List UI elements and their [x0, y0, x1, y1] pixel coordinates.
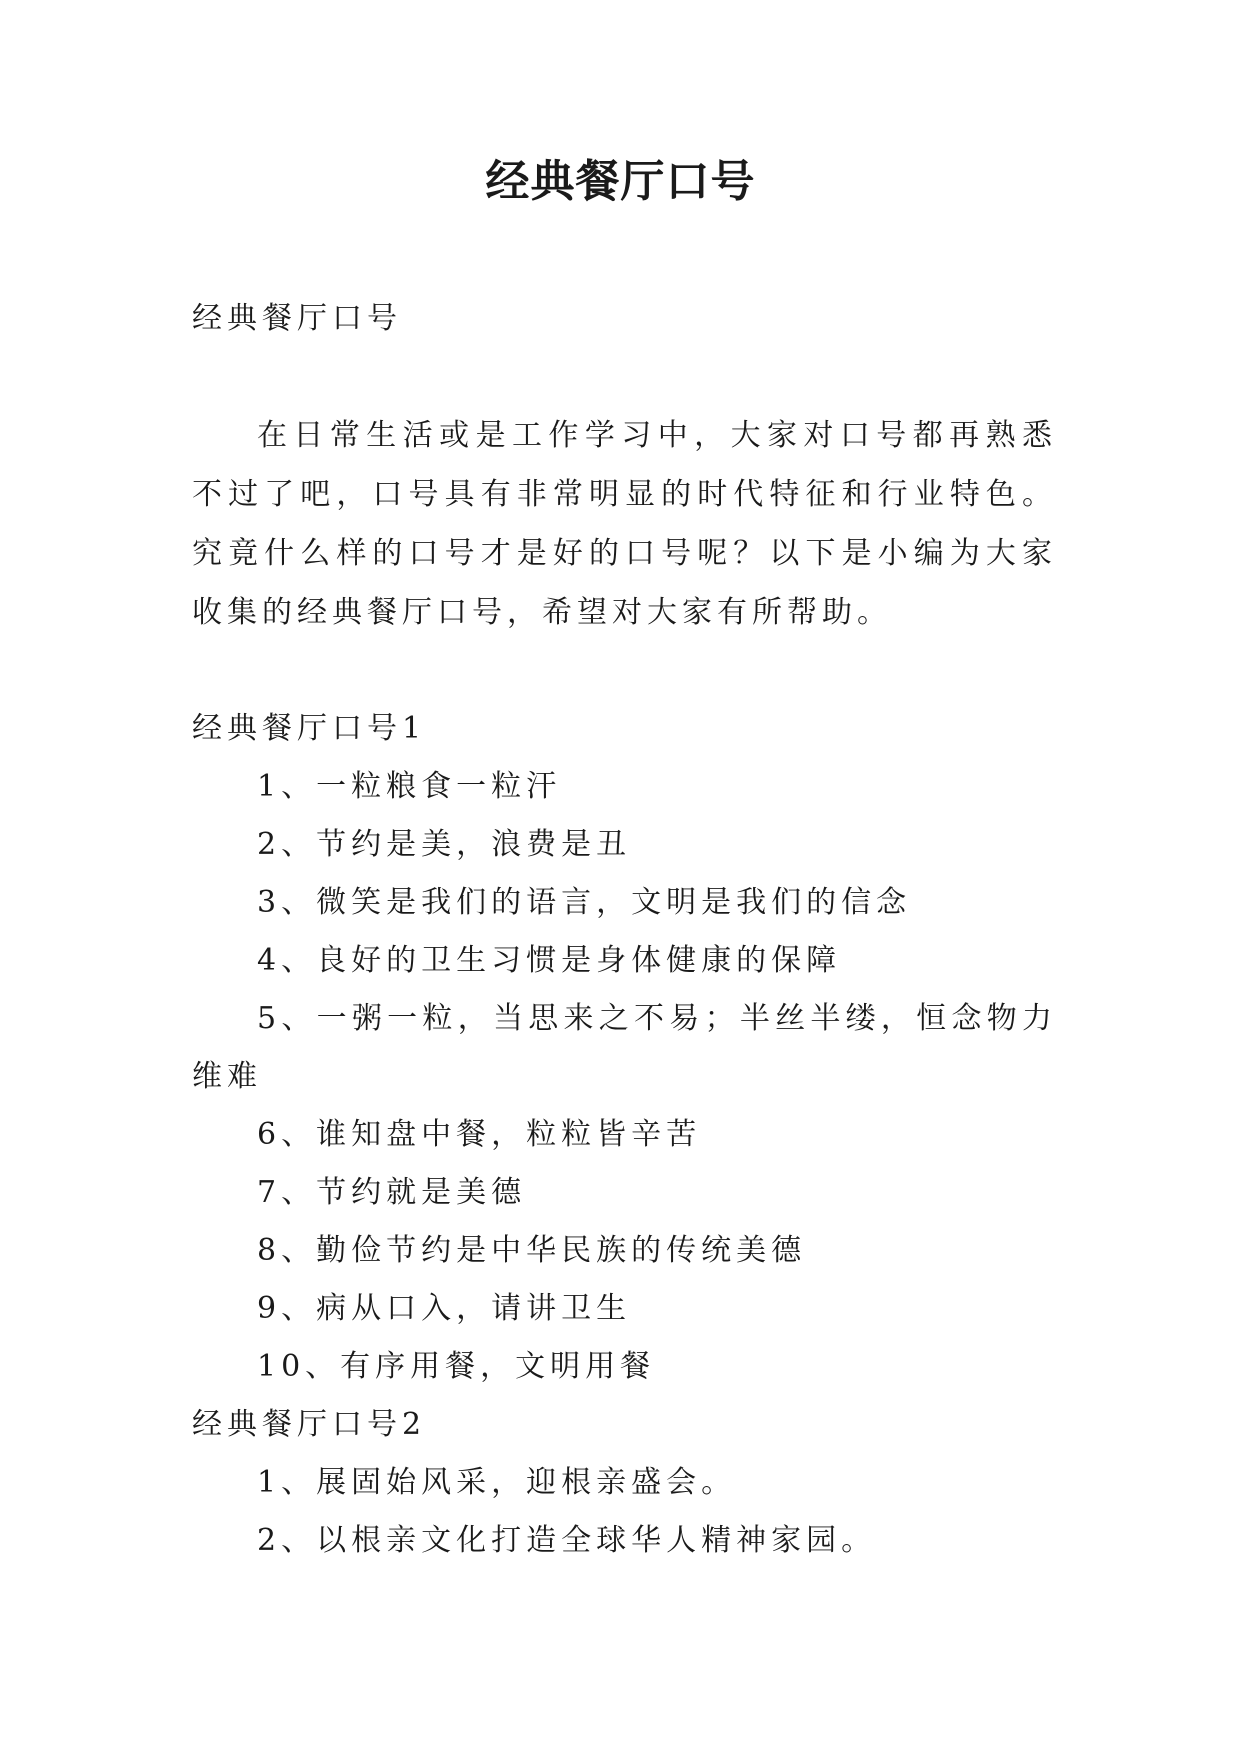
slogan-item: 6、谁知盘中餐，粒粒皆辛苦 — [257, 1117, 702, 1152]
slogan-item: 1、一粒粮食一粒汗 — [257, 769, 562, 804]
spacer — [192, 642, 1057, 700]
document-body — [192, 290, 1057, 1570]
slogan-item: 9、病从口入，请讲卫生 — [257, 1291, 632, 1326]
slogan-item: 2、以根亲文化打造全球华人精神家园。 — [257, 1523, 877, 1558]
slogan-item: 5、一粥一粒，当思来之不易；半丝半缕，恒念物力维难 — [192, 1001, 1057, 1094]
document-subtitle: 经典餐厅口号 — [192, 301, 402, 336]
section-heading: 经典餐厅口号1 — [192, 711, 427, 746]
slogan-item: 1、展固始风采，迎根亲盛会。 — [257, 1465, 737, 1500]
slogan-item: 2、节约是美，浪费是丑 — [257, 827, 632, 862]
slogan-item: 7、节约就是美德 — [257, 1175, 527, 1210]
spacer — [192, 348, 1057, 406]
intro-paragraph: 在日常生活或是工作学习中，大家对口号都再熟悉不过了吧，口号具有非常明显的时代特征和行业特色。究竟什么样的口号才是好的口号呢？以下是小编为大家收集的经典餐厅口号，希望对大家有所帮助。 — [192, 418, 1057, 630]
slogan-item: 10、有序用餐，文明用餐 — [257, 1349, 656, 1384]
section-heading: 经典餐厅口号2 — [192, 1407, 427, 1442]
slogan-item: 4、良好的卫生习惯是身体健康的保障 — [257, 943, 842, 978]
slogan-item: 3、微笑是我们的语言，文明是我们的信念 — [257, 885, 912, 920]
slogan-item: 8、勤俭节约是中华民族的传统美德 — [257, 1233, 807, 1268]
document-title: 经典餐厅口号 — [485, 156, 756, 207]
